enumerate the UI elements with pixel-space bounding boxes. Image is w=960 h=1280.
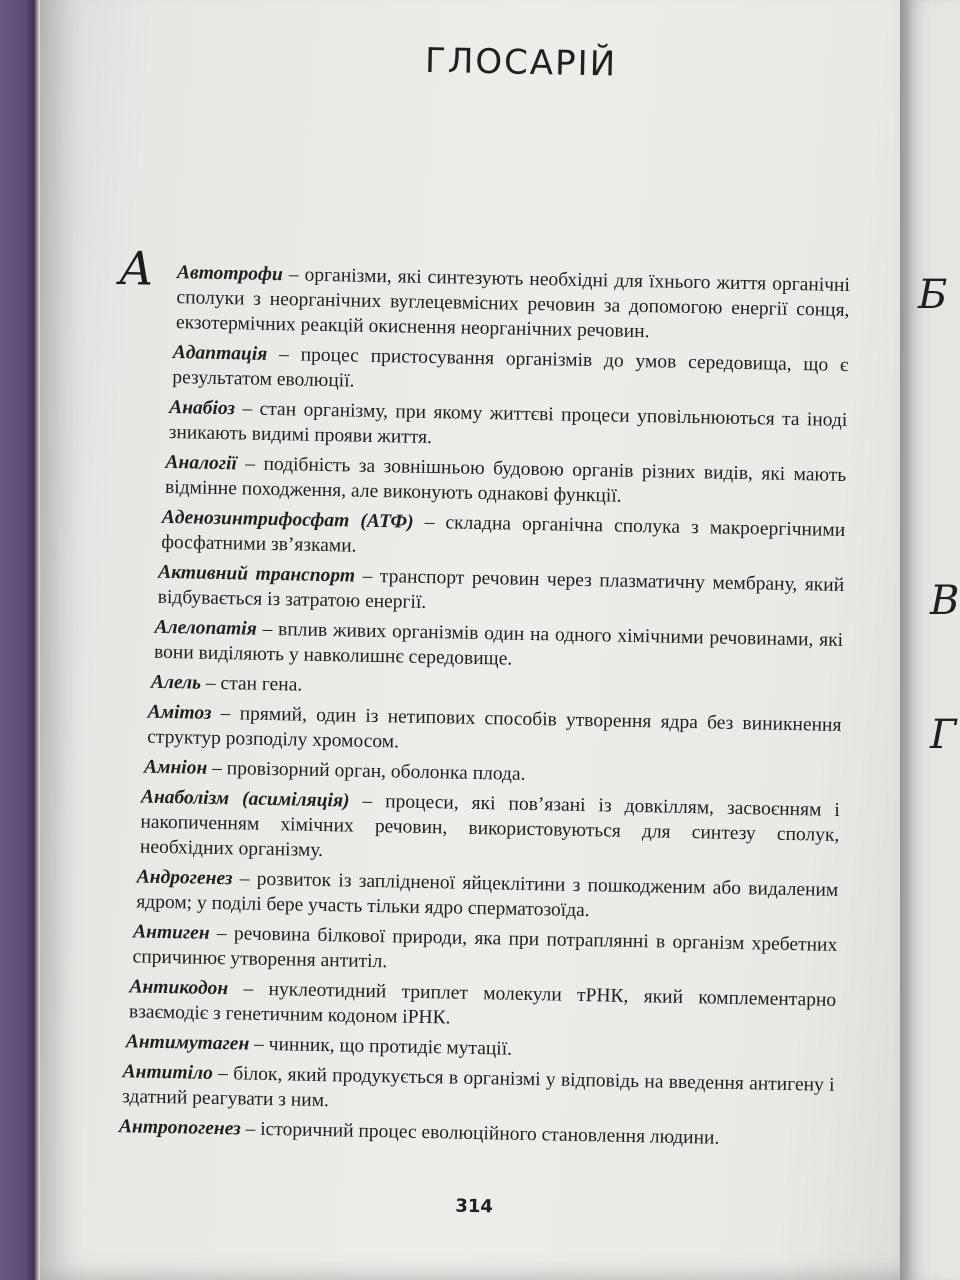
glossary-term: Амніон <box>143 756 208 779</box>
glossary-term: Алель <box>150 671 202 694</box>
glossary-definition: процес пристосування організмів до умов середовища, що є результатом еволюції. <box>172 344 849 392</box>
term-separator: – <box>240 1118 261 1140</box>
glossary-definition: складна органічна сполука з макроергічними фосфатними зв’язками. <box>161 512 846 557</box>
glossary-definition: речовина білкової природи, яка при потраплянні в організм хребетних спричинює утворення антитіл. <box>132 923 838 973</box>
term-separator: – <box>349 790 386 813</box>
glossary-entry <box>121 449 847 513</box>
glossary-definition: транспорт речовин через плазматичну мембрану, який відбувається із затратою енергії. <box>157 566 845 613</box>
section-letter: А <box>118 241 155 296</box>
glossary-term: Автотрофи <box>176 262 284 286</box>
glossary-term: Алелопатія <box>154 616 257 640</box>
glossary-definition: вплив живих організмів один на одного хімічними речовинами, які вони виділяють у навколишнє середовище. <box>153 619 844 670</box>
glossary-term: Андрогенез <box>136 866 233 890</box>
glossary-entry <box>114 784 840 873</box>
glossary-entry <box>123 339 849 403</box>
glossary-term: Антропогенез <box>118 1116 241 1140</box>
term-separator: – <box>354 565 381 588</box>
term-separator: – <box>211 702 240 725</box>
term-separator: – <box>209 922 235 945</box>
glossary-definition: історичний процес еволюційного становлення людини. <box>260 1118 720 1149</box>
glossary-term: Антитіло <box>122 1061 214 1084</box>
term-separator: – <box>249 1033 269 1056</box>
page-number: 314 <box>455 1195 494 1218</box>
glossary-entry <box>124 259 850 348</box>
glossary-definition: провізорний орган, оболонка плода. <box>226 758 526 785</box>
glossary-term: Анабіоз <box>169 396 236 420</box>
glossary-definition: процеси, які пов’язані із довкіллям, засвоєнням і накопиченням хімічних речовин, використовуються для синтезу сполук, необхідних організму. <box>139 791 841 862</box>
glossary-entry <box>117 614 843 678</box>
term-separator: – <box>207 757 227 780</box>
glossary-entry <box>116 699 842 763</box>
page-title: ГЛОСАРІЙ <box>424 40 618 85</box>
glossary-term: Аденозинтрифосфат (АТФ) <box>161 506 414 533</box>
glossary-entry <box>111 974 837 1038</box>
side-index-letter-g: Г <box>930 712 957 758</box>
glossary-definition: стан гена. <box>220 673 303 696</box>
term-separator: – <box>413 511 446 534</box>
glossary-entry <box>113 864 839 928</box>
term-separator: – <box>282 264 305 286</box>
glossary-term: Антиген <box>132 921 210 944</box>
side-index-letter-b: Б <box>918 272 948 318</box>
term-separator: – <box>227 978 269 1001</box>
glossary-definition: стан організму, при якому життєві процеси уповільнюються та іноді зникають видимі прояви життя. <box>168 398 848 449</box>
glossary-definition: подібність за зовнішньою будовою органів різних видів, які мають відмінне походження, але виконують однакові функції. <box>164 453 847 507</box>
term-separator: – <box>236 453 264 475</box>
glossary-definition: білок, який продукується в організмі у відповідь на введення антигену і здатний реагувати з ним. <box>121 1063 835 1112</box>
glossary-term: Активний транспорт <box>158 561 356 587</box>
glossary-term: Аналогії <box>165 451 238 475</box>
glossary-definition: розвиток із заплідненої яйцеклітини з пошкодженим або видаленим ядром; у поділі бере участь тільки ядро сперматозоїда. <box>136 868 839 922</box>
term-separator: – <box>256 618 279 641</box>
glossary-entry <box>112 919 838 983</box>
glossary-entry <box>120 504 846 568</box>
side-index-letter-v: В <box>930 578 960 624</box>
term-separator: – <box>212 1062 234 1085</box>
glossary-entry <box>122 394 848 458</box>
glossary-term: Антикодон <box>129 976 229 1000</box>
glossary-definition: прямий, один із нетипових способів утворення ядра без виникнення структур розподілу хромосом. <box>147 703 842 753</box>
glossary-entry <box>109 1059 835 1123</box>
term-separator: – <box>267 343 301 366</box>
term-separator: – <box>234 398 260 420</box>
term-separator: – <box>200 672 221 695</box>
glossary-entries <box>108 259 850 1158</box>
glossary-term: Антимутаген <box>125 1031 250 1055</box>
glossary-definition: нуклеотидний триплет молекули тРНК, який комплементарно взаємодіє з генетичним кодоном іРНК. <box>128 979 837 1029</box>
term-separator: – <box>232 868 257 890</box>
glossary-term: Анаболізм (асиміляція) <box>140 786 350 812</box>
glossary-definition: чинник, що протидіє мутації. <box>268 1034 513 1060</box>
glossary-entry <box>119 559 845 623</box>
glossary-term: Амітоз <box>147 701 212 724</box>
glossary-definition: організми, які синтезують необхідні для їхнього життя органічні сполуки з неорганічних вуглецевмісних речовин за допомогою енергії сонця, екзотермічних реакцій окиснення неорганічних речовин. <box>175 264 851 343</box>
glossary-term: Адаптація <box>172 342 268 365</box>
